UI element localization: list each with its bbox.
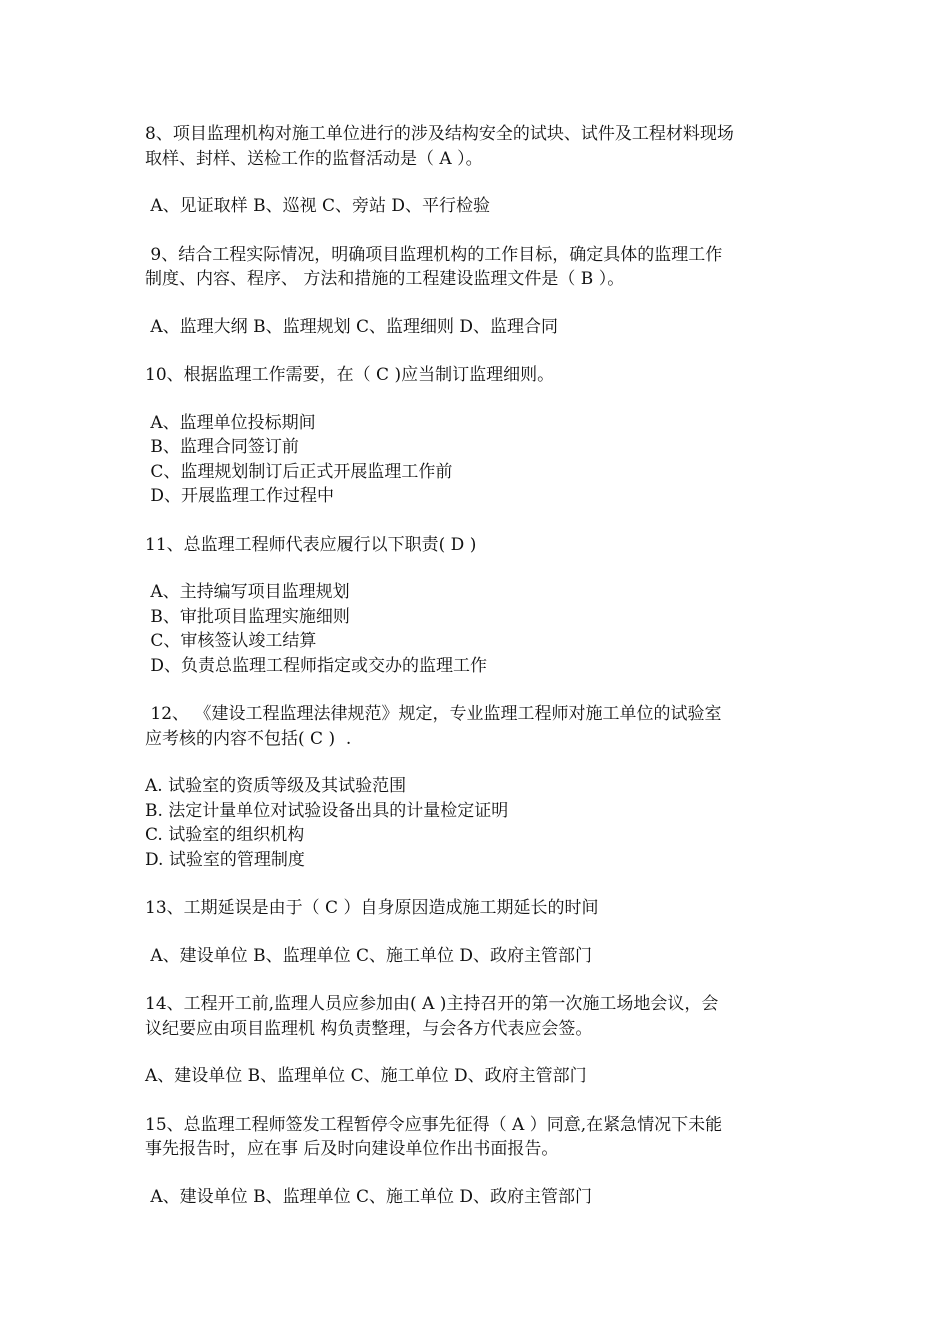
question-text-line: 应考核的内容不包括( C ) .	[145, 728, 352, 749]
document-page	[145, 122, 815, 1209]
answer-option-d: D. 试验室的管理制度	[145, 849, 305, 870]
answer-option-c: C. 试验室的组织机构	[145, 825, 305, 845]
answer-option-b: B. 法定计量单位对试验设备出具的计量检定证明	[145, 800, 509, 821]
question-text-line: 9、结合工程实际情况，明确项目监理机构的工作目标，确定具体的监理工作	[145, 244, 723, 265]
question-9	[145, 243, 815, 364]
answer-option-c: C、审核签认竣工结算	[145, 631, 317, 651]
question-text-line: 10、根据监理工作需要，在（ C )应当制订监理细则。	[145, 365, 555, 385]
answer-options: A、建设单位 B、监理单位 C、施工单位 D、政府主管部门	[145, 945, 593, 966]
question-text-line: 取样、封样、送检工作的监督活动是（ A ）。	[145, 148, 483, 169]
answer-option-a: A. 试验室的资质等级及其试验范围	[145, 776, 407, 796]
question-13	[145, 896, 815, 992]
answer-options: A、见证取样 B、巡视 C、旁站 D、平行检验	[145, 196, 491, 216]
question-11	[145, 533, 815, 703]
question-text-line: 议纪要应由项目监理机 构负责整理，与会各方代表应会签。	[145, 1018, 593, 1039]
question-text-line: 13、工期延误是由于（ C ）自身原因造成施工期延长的时间	[145, 898, 599, 918]
question-text-line: 15、总监理工程师签发工程暂停令应事先征得（ A ）同意,在紧急情况下未能	[145, 1114, 723, 1135]
answer-options: A、监理大纲 B、监理规划 C、监理细则 D、监理合同	[145, 316, 559, 337]
answer-option-d: D、开展监理工作过程中	[145, 486, 335, 506]
question-8	[145, 122, 815, 243]
question-text-line: 12、 《建设工程监理法律规范》规定，专业监理工程师对施工单位的试验室	[145, 704, 722, 724]
question-10	[145, 363, 815, 533]
answer-option-c: C、监理规划制订后正式开展监理工作前	[145, 461, 453, 482]
question-text-line: 11、总监理工程师代表应履行以下职责( D )	[145, 534, 477, 555]
question-14	[145, 992, 815, 1113]
question-text-line: 制度、内容、程序、 方法和措施的工程建设监理文件是（ B ）。	[145, 269, 625, 289]
answer-option-d: D、负责总监理工程师指定或交办的监理工作	[145, 655, 488, 676]
question-text-line: 事先报告时，应在事 后及时向建设单位作出书面报告。	[145, 1139, 559, 1159]
question-15	[145, 1113, 815, 1210]
answer-options: A、建设单位 B、监理单位 C、施工单位 D、政府主管部门	[145, 1186, 593, 1207]
answer-option-a: A、主持编写项目监理规划	[145, 582, 350, 602]
answer-option-a: A、监理单位投标期间	[145, 412, 316, 433]
question-text-line: 14、工程开工前,监理人员应参加由( A )主持召开的第一次施工场地会议，会	[145, 994, 719, 1014]
answer-options: A、建设单位 B、监理单位 C、施工单位 D、政府主管部门	[145, 1066, 587, 1086]
answer-option-b: B、监理合同签订前	[145, 437, 299, 457]
answer-option-b: B、审批项目监理实施细则	[145, 606, 350, 627]
question-12	[145, 702, 815, 896]
question-text-line: 8、项目监理机构对施工单位进行的涉及结构安全的试块、试件及工程材料现场	[145, 124, 734, 144]
